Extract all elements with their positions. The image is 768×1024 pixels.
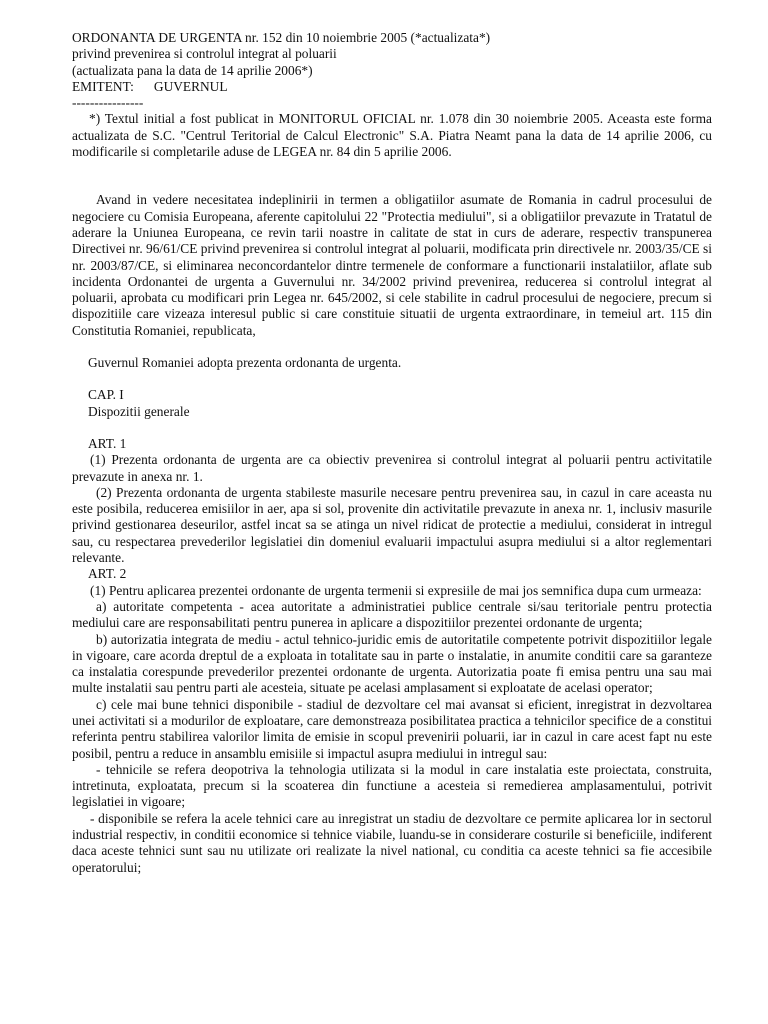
- article-2-heading: ART. 2: [88, 566, 127, 582]
- definition-c-available: - disponibile se refera la acele tehnici care au inregistrat un stadiu de dezvoltare ce permite aplicarea lor in sectorul industrial respectiv, in conditii economice si tehnice viabile, luandu-se in considerare costurile si beneficiile, indiferent daca aceste tehnici sunt sau nu utilizate ori realizate la nivel national, cu conditia ca aceste tehnici sa fie accesibile operatorului;: [72, 810, 712, 875]
- publication-footnote: *) Textul initial a fost publicat in MONITORUL OFICIAL nr. 1.078 din 30 noiembrie 2005. Aceasta este forma actualizata de S.C. "Centrul Teritorial de Calcul Electronic" S.A. Piatra Neamt pana la data de 14 aprilie 2006, cu modificarile si completarile aduse de LEGEA nr. 84 din 5 aprilie 2006.: [72, 111, 712, 160]
- definition-b: b) autorizatia integrata de mediu - actul tehnico-juridic emis de autoritatile competente potrivit dispozitiilor legale in vigoare, care acorda dreptul de a exploata in totalitate sau in parte o instalatie, in anumite conditii care sa garanteze ca instalatia corespunde prevederilor prezentei ordonante de urgenta. Autorizatia poate fi emisa pentru una sau mai multe instalatii sau pentru parti ale acesteia, situate pe acelasi amplasament si exploatate de acelasi operator;: [72, 631, 712, 696]
- update-note: (actualizata pana la data de 14 aprilie 2006*): [72, 62, 313, 78]
- issuer: EMITENT: GUVERNUL: [72, 78, 228, 94]
- article-1-paragraph-1: (1) Prezenta ordonanta de urgenta are ca obiectiv prevenirea si controlul integrat al poluarii pentru activitatile prevazute in anexa nr. 1.: [72, 452, 712, 484]
- article-2-paragraph-1: (1) Pentru aplicarea prezentei ordonante de urgenta termenii si expresiile de mai jos semnifica dupa cum urmeaza:: [90, 582, 702, 598]
- document-subtitle: privind prevenirea si controlul integrat al poluarii: [72, 46, 337, 62]
- chapter-number: CAP. I: [88, 387, 124, 403]
- document-title: ORDONANTA DE URGENTA nr. 152 din 10 noiembrie 2005 (*actualizata*): [72, 30, 491, 45]
- definition-c-techniques: - tehnicile se refera deopotriva la tehnologia utilizata si la modul in care instalatia este proiectata, construita, intretinuta, exploatata, precum si la scoaterea din functiune a acesteia si remedierea amplasamentului, potrivit legislatiei in vigoare;: [72, 761, 712, 810]
- adoption-statement: Guvernul Romaniei adopta prezenta ordonanta de urgenta.: [88, 355, 402, 371]
- article-1-heading: ART. 1: [88, 435, 127, 451]
- separator: ----------------: [72, 95, 144, 111]
- document-page: [72, 30, 712, 876]
- preamble: Avand in vedere necesitatea indeplinirii in termen a obligatiilor asumate de Romania in cadrul procesului de negociere cu Comisia Europeana, aferente capitolului 22 "Protectia mediului", si a obligatiilor prevazute in Tratatul de aderare la Uniunea Europeana, ce revin tarii noastre in calitate de stat in curs de aderare, respectiv transpunerea Directivei nr. 96/61/CE privind prevenirea si controlul integrat al poluarii, modificata prin directivele nr. 2003/35/CE si nr. 2003/87/CE, si eliminarea neconcordantelor dintre termenele de conformare a functionarii instalatiilor, aflate sub incidenta Ordonantei de urgenta a Guvernului nr. 34/2002 privind prevenirea, reducerea si controlul integrat al poluarii, aprobata cu modificari prin Legea nr. 645/2002, si cele stabilite in cadrul procesului de negociere, precum si dispozitiile care vizeaza interesul public si care constituie situatii de urgenta extraordinare, in temeiul art. 115 din Constitutia Romaniei, republicata,: [72, 192, 712, 338]
- definition-a: a) autoritate competenta - acea autoritate a administratiei publice centrale si/sau teritoriale pentru protectia mediului care are responsabilitati pentru punerea in aplicare a dispozitiilor prezentei ordonante de urgenta;: [72, 598, 712, 631]
- definition-c: c) cele mai bune tehnici disponibile - stadiul de dezvoltare cel mai avansat si eficient, inregistrat in dezvoltarea unei activitati si a modurilor de exploatare, care demonstreaza posibilitatea practica a tehnicilor specifice de a constitui referinta pentru stabilirea valorilor limita de emisie in scopul prevenirii poluarii, iar in cazul in care acest fapt nu este posibil, pentru a reduce in ansamblu emisiile si impactul asupra mediului in intregul sau:: [72, 696, 712, 761]
- chapter-title: Dispozitii generale: [88, 403, 190, 419]
- article-1-paragraph-2: (2) Prezenta ordonanta de urgenta stabileste masurile necesare pentru prevenirea sau, in cazul in care aceasta nu este posibila, reducerea emisiilor in aer, apa si sol, provenite din activitatile prevazute in anexa nr. 1, inclusiv masurile privind gestionarea deseurilor, astfel incat sa se atinga un nivel ridicat de protectie a mediului, considerat in intregul sau, cu respectarea prevederilor legislatiei din domeniul evaluarii impactului asupra mediului si a altor reglementari relevante.: [72, 484, 712, 566]
